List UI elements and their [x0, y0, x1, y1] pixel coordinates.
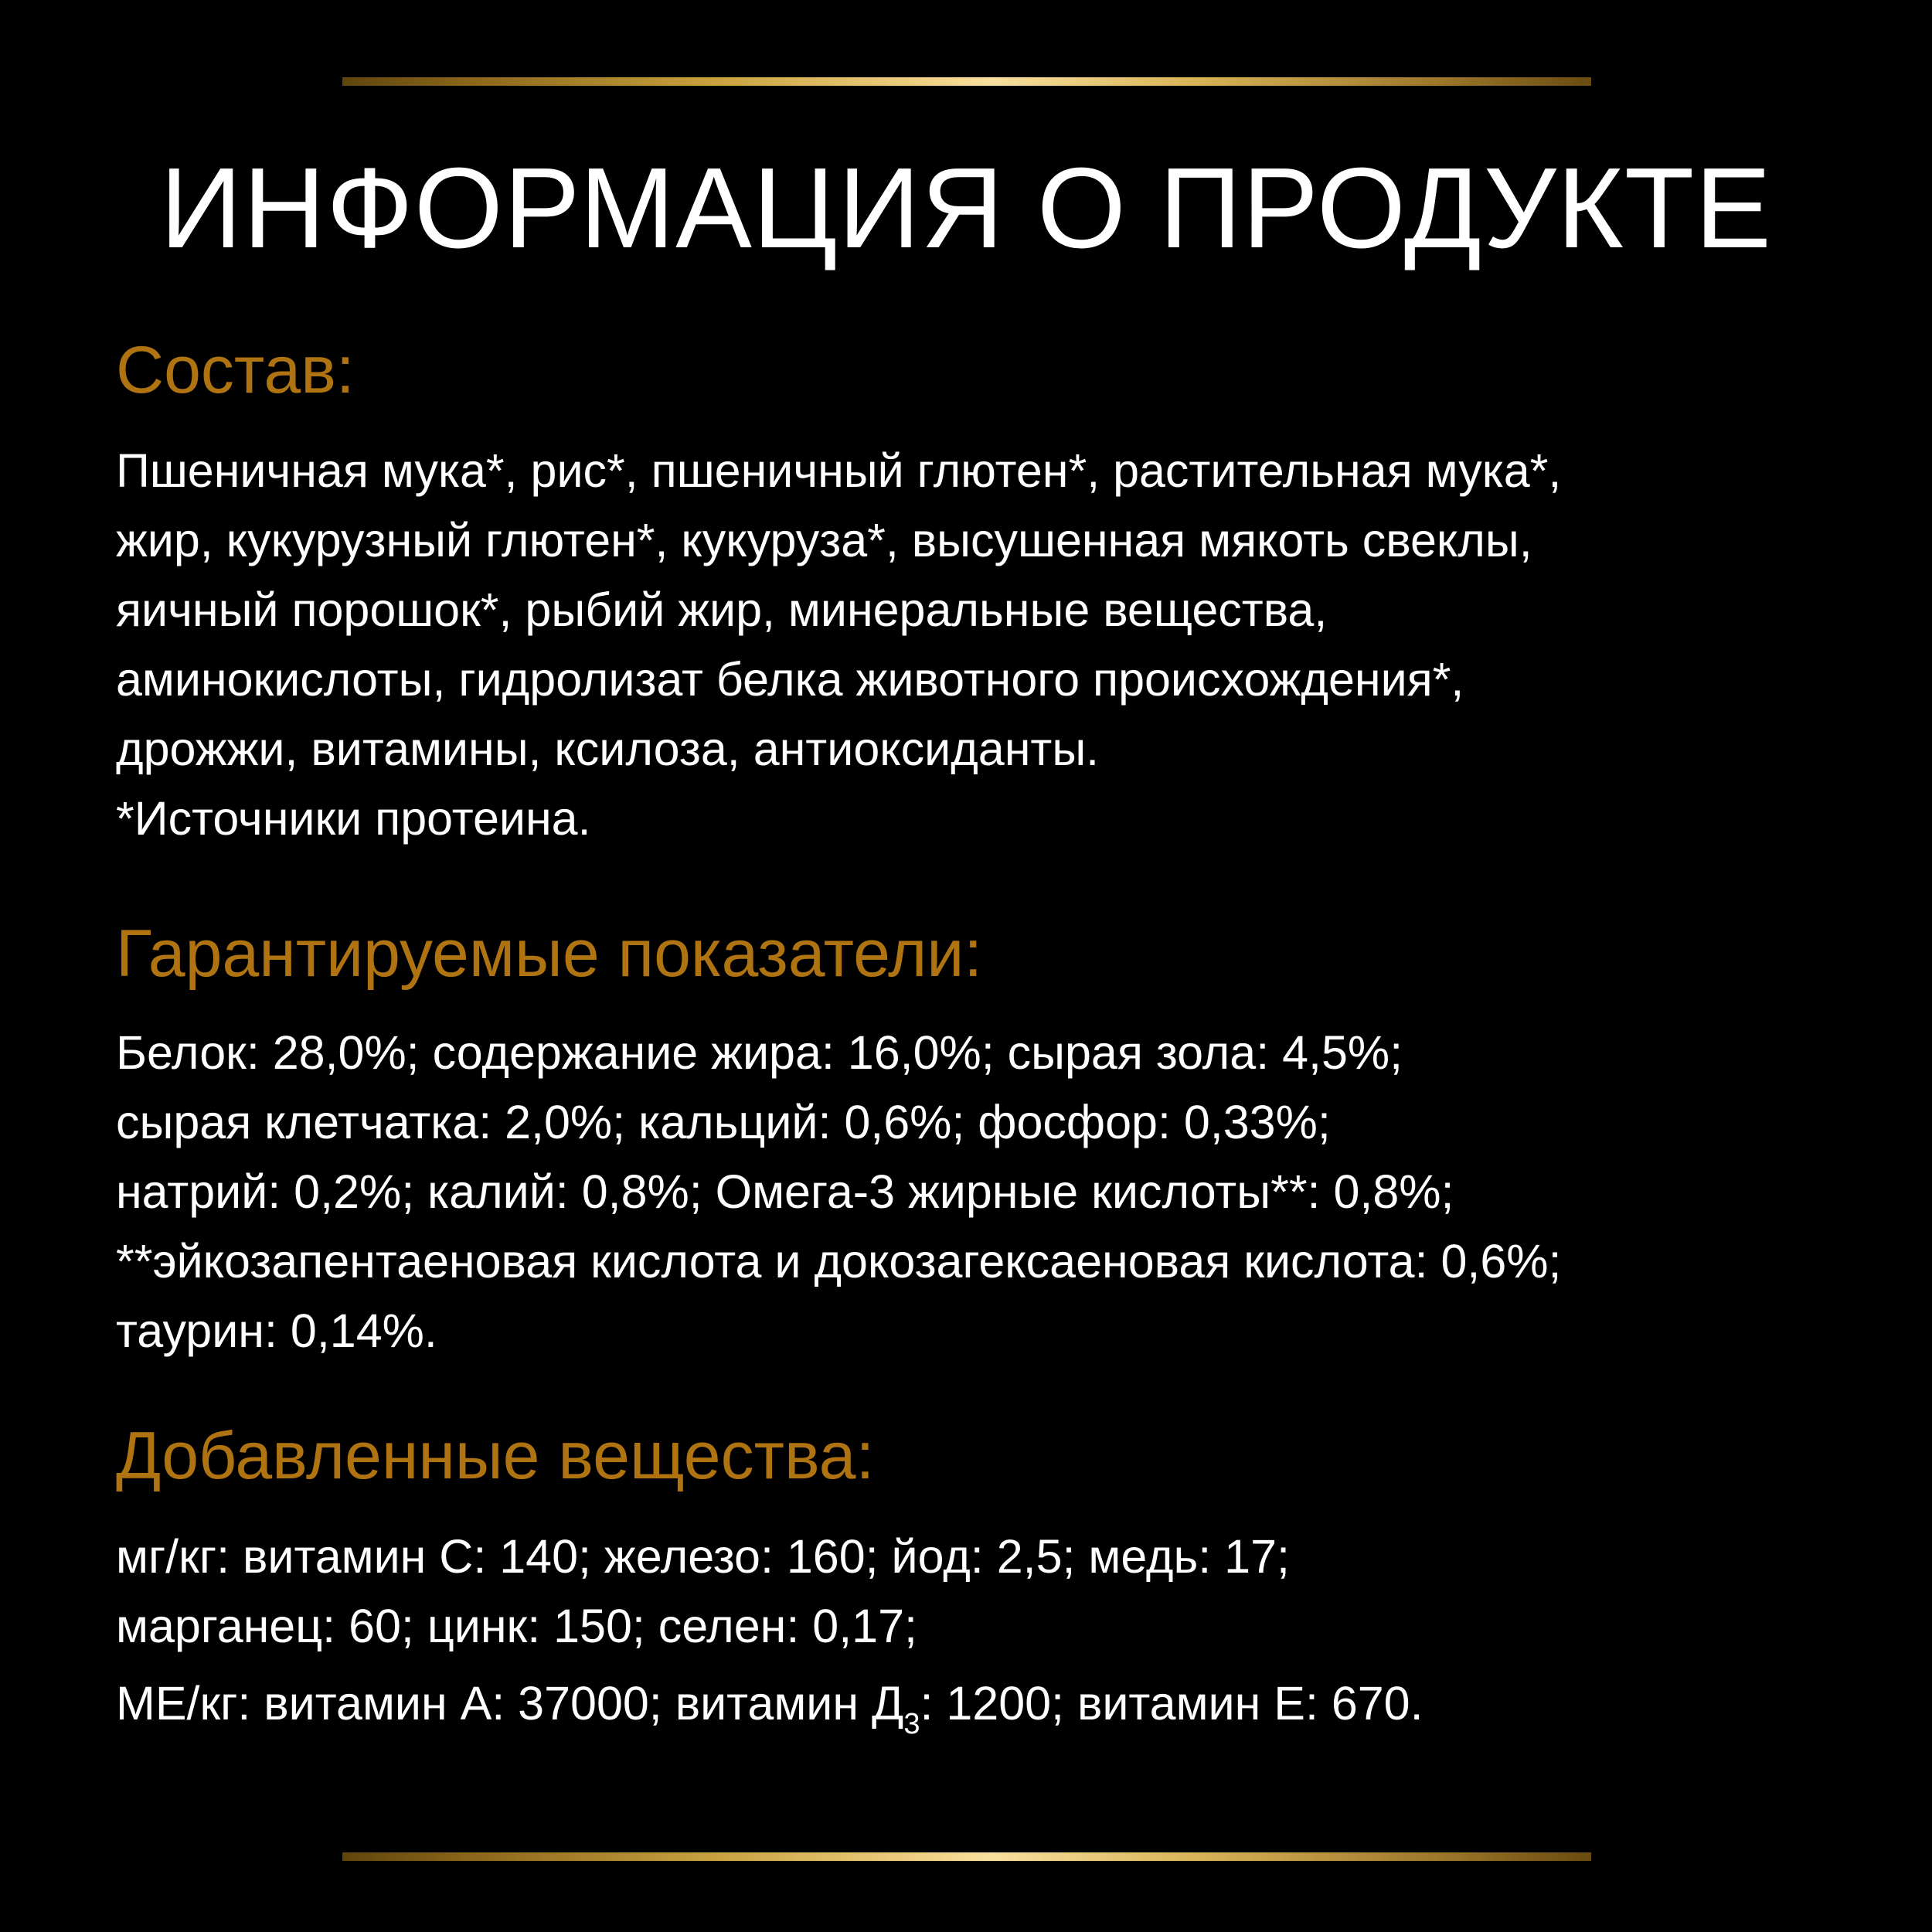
- composition-text: [116, 436, 1847, 784]
- vitamin-d3-subscript: 3: [903, 1708, 920, 1740]
- additives-line: марганец: 60; цинк: 150; селен: 0,17;: [116, 1600, 917, 1652]
- guaranteed-heading: Гарантируемые показатели:: [116, 917, 983, 991]
- composition-heading: Состав:: [116, 333, 355, 407]
- additives-heading: Добавленные вещества:: [116, 1419, 875, 1493]
- guaranteed-text: [116, 1018, 1847, 1366]
- vitamins-suffix: : 1200; витамин Е: 670.: [920, 1677, 1423, 1730]
- protein-sources-footnote: *Источники протеина.: [116, 792, 591, 845]
- additives-text: [116, 1522, 1847, 1661]
- composition-line: жир, кукурузный глютен*, кукуруза*, высушенная мякоть свеклы,: [116, 514, 1532, 566]
- top-divider: [342, 77, 1591, 86]
- page-title: ИНФОРМАЦИЯ О ПРОДУКТЕ: [160, 145, 1772, 272]
- guaranteed-line: **эйкозапентаеновая кислота и докозагексаеновая кислота: 0,6%;: [116, 1235, 1562, 1287]
- guaranteed-line: таурин: 0,14%.: [116, 1304, 437, 1357]
- additives-line: мг/кг: витамин C: 140; железо: 160; йод: 2,5; медь: 17;: [116, 1530, 1290, 1583]
- guaranteed-line: Белок: 28,0%; содержание жира: 16,0%; сырая зола: 4,5%;: [116, 1026, 1403, 1079]
- composition-line: дрожжи, витамины, ксилоза, антиоксиданты.: [116, 723, 1100, 775]
- guaranteed-line: сырая клетчатка: 2,0%; кальций: 0,6%; фосфор: 0,33%;: [116, 1096, 1331, 1148]
- composition-line: аминокислоты, гидролизат белка животного происхождения*,: [116, 653, 1464, 706]
- composition-line: яичный порошок*, рыбий жир, минеральные вещества,: [116, 583, 1328, 636]
- vitamins-prefix: МЕ/кг: витамин А: 37000; витамин Д: [116, 1677, 904, 1730]
- bottom-divider: [342, 1852, 1591, 1861]
- section-additives: [116, 1419, 1847, 1740]
- section-composition: [116, 333, 1847, 853]
- composition-line: Пшеничная мука*, рис*, пшеничный глютен*, растительная мука*,: [116, 444, 1562, 497]
- section-guaranteed-analysis: [116, 917, 1847, 1366]
- vitamins-line: [116, 1668, 1847, 1738]
- guaranteed-line: натрий: 0,2%; калий: 0,8%; Омега-3 жирные кислоты**: 0,8%;: [116, 1165, 1454, 1218]
